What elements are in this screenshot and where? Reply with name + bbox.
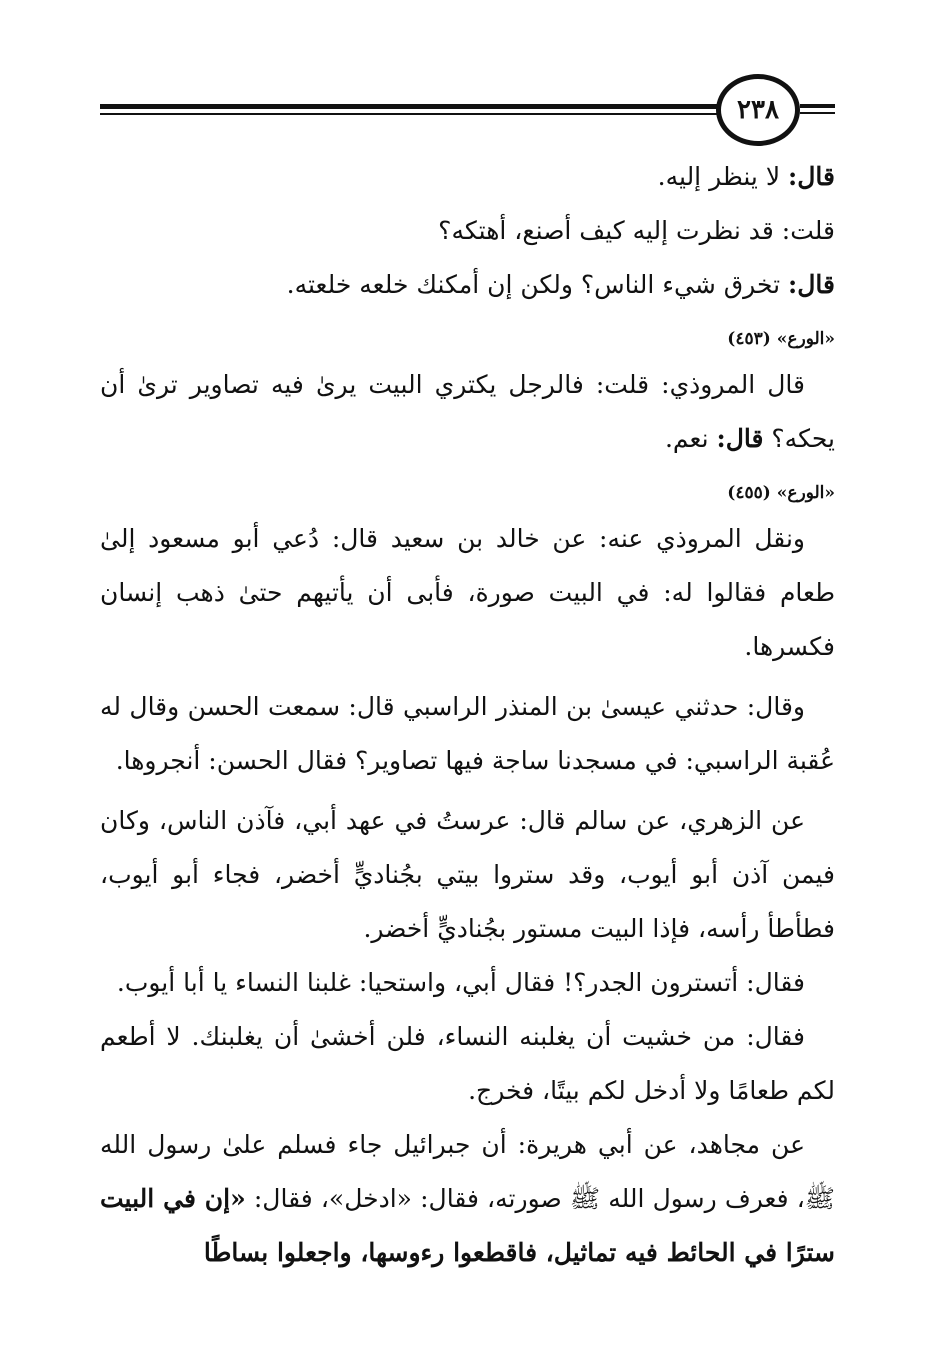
paragraph-7: عن الزهري، عن سالم قال: عرستُ في عهد أبي، فآذن الناس، وكان فيمن آذن أبو أيوب، وقد ستروا بيتي بجُناديٍّ أخضر، فجاء أبو أيوب، فطأطأ رأسه، فإذا البيت مستور بجُناديٍّ أخضر. bbox=[100, 806, 835, 943]
page-body bbox=[100, 150, 835, 1280]
paragraph-4 bbox=[100, 358, 835, 466]
paragraph-9: فقال: من خشيت أن يغلبنه النساء، فلن أخشىٰ أن يغلبنك. لا أطعم لكم طعامًا ولا أدخل لكم بيتًا، فخرج. bbox=[100, 1022, 835, 1105]
header-rule-right-thick bbox=[800, 104, 835, 108]
paragraph-8: فقال: أتسترون الجدر؟! فقال أبي، واستحيا: غلبنا النساء يا أبا أيوب. bbox=[116, 968, 805, 997]
paragraph-2 bbox=[100, 204, 835, 258]
paragraph-text: تخرق شيء الناس؟ ولكن إن أمكنك خلعه خلعته. bbox=[286, 270, 789, 299]
speaker-label: قال: bbox=[788, 270, 835, 299]
header-rule-thin bbox=[100, 113, 722, 115]
source-reference: «الورع» (٤٥٥) bbox=[727, 483, 835, 503]
source-reference: «الورع» (٤٥٣) bbox=[727, 329, 835, 349]
paragraph-1 bbox=[100, 150, 835, 204]
paragraph-text: عن مجاهد، عن أبي هريرة: أن جبرائيل جاء فسلم علىٰ رسول الله ﷺ، فعرف رسول الله ﷺ صورته، فقال: «ادخل»، فقال: bbox=[100, 1130, 835, 1213]
paragraph-text: قلت: قد نظرت إليه كيف أصنع، أهتكه؟ bbox=[438, 216, 835, 245]
paragraph-text: قال المروذي: قلت: فالرجل يكتري البيت يرىٰ فيه تصاوير ترىٰ أن يحكه؟ bbox=[100, 370, 835, 453]
header-rule-thick bbox=[100, 104, 722, 109]
paragraph-3 bbox=[100, 258, 835, 312]
paragraph-6: وقال: حدثني عيسىٰ بن المنذر الراسبي قال: سمعت الحسن وقال له عُقبة الراسبي: في مسجدنا ساجة فيها تصاوير؟ فقال الحسن: أنجروها. bbox=[100, 692, 835, 775]
page-number: ٢٣٨ bbox=[737, 95, 779, 125]
page-header bbox=[100, 68, 835, 148]
speaker-label: قال: bbox=[788, 162, 835, 191]
speaker-label: قال: bbox=[716, 424, 764, 453]
page-number-badge bbox=[716, 74, 800, 146]
header-rule-right-thin bbox=[800, 112, 835, 114]
quote-text: «إن في البيت سترًا في الحائط فيه تماثيل، فاقطعوا رءوسها، واجعلوا بساطًا bbox=[100, 1184, 835, 1267]
paragraph-5: ونقل المروذي عنه: عن خالد بن سعيد قال: دُعي أبو مسعود إلىٰ طعام فقالوا له: في البيت صورة، فأبى أن يأتيهم حتىٰ ذهب إنسان فكسرها. bbox=[100, 524, 835, 661]
paragraph-10 bbox=[100, 1118, 835, 1280]
paragraph-text: نعم. bbox=[664, 424, 717, 453]
paragraph-text: لا ينظر إليه. bbox=[657, 162, 789, 191]
